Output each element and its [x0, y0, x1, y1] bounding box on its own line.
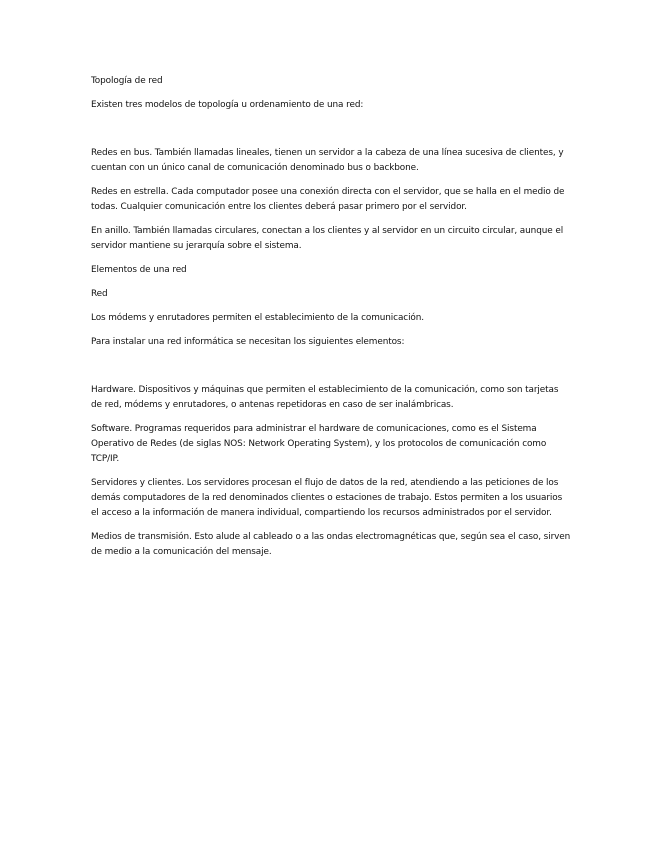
- spacer: [91, 122, 571, 146]
- topology-ring-paragraph: En anillo. También llamadas circulares, conectan a los clientes y al servidor en un circuito circular, aunque el servidor mantiene su jerarquía sobre el sistema.: [91, 226, 564, 251]
- element-software-paragraph: Software. Programas requeridos para administrar el hardware de comunicaciones, como es el Sistema Operativo de Redes (de siglas NOS: Network Operating System), y los protocolos de comunicación como TCP/IP.: [91, 424, 547, 464]
- modems-paragraph: Los módems y enrutadores permiten el establecimiento de la comunicación.: [91, 313, 425, 323]
- intro-paragraph: Existen tres modelos de topología u ordenamiento de una red:: [91, 100, 364, 110]
- document-body: [91, 74, 571, 569]
- topology-bus-paragraph: Redes en bus. También llamadas lineales, tienen un servidor a la cabeza de una línea sucesiva de clientes, y cuentan con un único canal de comunicación denominado bus o backbone.: [91, 148, 564, 173]
- element-servers-paragraph: Servidores y clientes. Los servidores procesan el flujo de datos de la red, atendiendo a las peticiones de los demás computadores de la red denominados clientes o estaciones de trabajo. Estos permiten a los usuarios el acceso a la información de manera individual, compartiendo los recursos administrados por el servidor.: [91, 478, 563, 518]
- element-hardware-paragraph: Hardware. Dispositivos y máquinas que permiten el establecimiento de la comunicación, como son tarjetas de red, módems y enrutadores, o antenas repetidoras en caso de ser inalámbricas.: [91, 385, 559, 410]
- element-media-paragraph: Medios de transmisión. Esto alude al cableado o a las ondas electromagnéticas que, según sea el caso, sirven de medio a la comunicación del mensaje.: [91, 532, 571, 557]
- topology-star-paragraph: Redes en estrella. Cada computador posee una conexión directa con el servidor, que se halla en el medio de todas. Cualquier comunicación entre los clientes deberá pasar primero por el servidor.: [91, 187, 565, 212]
- document-title: Topología de red: [91, 76, 163, 86]
- spacer: [91, 359, 571, 383]
- elements-heading: Elementos de una red: [91, 265, 187, 275]
- install-paragraph: Para instalar una red informática se necesitan los siguientes elementos:: [91, 337, 405, 347]
- red-label: Red: [91, 289, 108, 299]
